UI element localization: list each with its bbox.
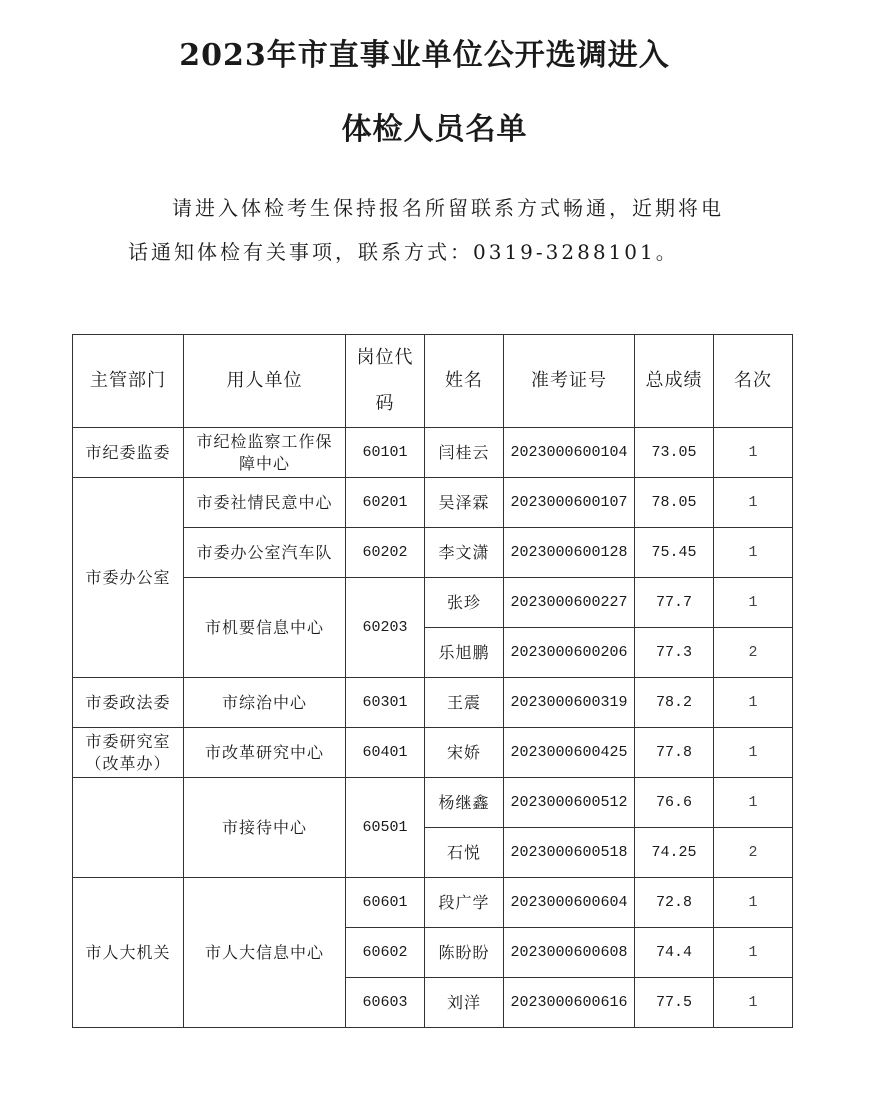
- header-score: 总成绩: [635, 335, 714, 428]
- code-cell: 60201: [346, 478, 425, 528]
- header-code-line2: 码: [375, 393, 395, 414]
- exam-no-cell: 2023000600604: [504, 878, 635, 928]
- exam-no-cell: 2023000600319: [504, 678, 635, 728]
- table-row: [73, 678, 793, 728]
- exam-no-cell: 2023000600512: [504, 778, 635, 828]
- exam-no-cell: 2023000600608: [504, 928, 635, 978]
- header-name: 姓名: [425, 335, 504, 428]
- code-cell: 60601: [346, 878, 425, 928]
- code-cell: 60602: [346, 928, 425, 978]
- code-cell: 60301: [346, 678, 425, 728]
- unit-cell: 市人大信息中心: [184, 878, 346, 1028]
- score-cell: 77.8: [635, 728, 714, 778]
- code-cell: 60401: [346, 728, 425, 778]
- score-cell: 75.45: [635, 528, 714, 578]
- table-row: [73, 478, 793, 528]
- table-row: [73, 428, 793, 478]
- rank-cell: 1: [714, 878, 793, 928]
- document-title-line1: 2023年市直事业单位公开选调进入: [179, 38, 670, 73]
- rank-cell: 2: [714, 628, 793, 678]
- header-unit: 用人单位: [184, 335, 346, 428]
- rank-cell: 1: [714, 528, 793, 578]
- unit-cell: 市机要信息中心: [184, 578, 346, 678]
- dept-cell: 市委政法委: [73, 678, 184, 728]
- unit-cell: 市委办公室汽车队: [184, 528, 346, 578]
- exam-no-cell: 2023000600104: [504, 428, 635, 478]
- rank-cell: 1: [714, 728, 793, 778]
- exam-no-cell: 2023000600425: [504, 728, 635, 778]
- rank-cell: 1: [714, 428, 793, 478]
- dept-cell: 市人大机关: [73, 878, 184, 1028]
- unit-cell: 市改革研究中心: [184, 728, 346, 778]
- score-cell: 74.25: [635, 828, 714, 878]
- name-cell: 张珍: [425, 578, 504, 628]
- exam-no-cell: 2023000600518: [504, 828, 635, 878]
- score-cell: 78.05: [635, 478, 714, 528]
- document-title-line2: 体检人员名单: [341, 112, 528, 147]
- exam-no-cell: 2023000600128: [504, 528, 635, 578]
- rank-cell: 1: [714, 978, 793, 1028]
- score-cell: 73.05: [635, 428, 714, 478]
- score-cell: 76.6: [635, 778, 714, 828]
- unit-cell: 市接待中心: [184, 778, 346, 878]
- dept-cell: 市委研究室（改革办）: [73, 728, 184, 778]
- code-cell: 60203: [346, 578, 425, 678]
- name-cell: 石悦: [425, 828, 504, 878]
- header-exam-no: 准考证号: [504, 335, 635, 428]
- header-dept: 主管部门: [73, 335, 184, 428]
- notice-line2: 话通知体检有关事项，联系方式：0319-3288101。: [128, 240, 679, 264]
- score-cell: 77.5: [635, 978, 714, 1028]
- notice-paragraph: [128, 186, 768, 274]
- rank-cell: 1: [714, 928, 793, 978]
- score-cell: 72.8: [635, 878, 714, 928]
- name-cell: 段广学: [425, 878, 504, 928]
- name-cell: 乐旭鹏: [425, 628, 504, 678]
- score-cell: 77.3: [635, 628, 714, 678]
- name-cell: 王震: [425, 678, 504, 728]
- rank-cell: 1: [714, 578, 793, 628]
- table-row: [73, 728, 793, 778]
- code-cell: 60501: [346, 778, 425, 878]
- name-cell: 刘洋: [425, 978, 504, 1028]
- dept-cell: 市纪委监委: [73, 428, 184, 478]
- header-code: [346, 335, 425, 428]
- exam-no-cell: 2023000600616: [504, 978, 635, 1028]
- exam-no-cell: 2023000600206: [504, 628, 635, 678]
- dept-cell: [73, 778, 184, 878]
- score-cell: 78.2: [635, 678, 714, 728]
- table-header-row: [73, 335, 793, 428]
- candidate-table: [72, 334, 793, 1028]
- name-cell: 闫桂云: [425, 428, 504, 478]
- code-cell: 60101: [346, 428, 425, 478]
- notice-line1: 请进入体检考生保持报名所留联系方式畅通，近期将电: [172, 196, 724, 220]
- dept-cell: 市委办公室: [73, 478, 184, 678]
- header-code-line1: 岗位代: [356, 347, 414, 368]
- header-rank: 名次: [714, 335, 793, 428]
- table-row: [73, 778, 793, 828]
- rank-cell: 1: [714, 778, 793, 828]
- rank-cell: 1: [714, 678, 793, 728]
- code-cell: 60603: [346, 978, 425, 1028]
- unit-cell: 市纪检监察工作保障中心: [184, 428, 346, 478]
- name-cell: 陈盼盼: [425, 928, 504, 978]
- score-cell: 77.7: [635, 578, 714, 628]
- table-row: [73, 878, 793, 928]
- unit-cell: 市委社情民意中心: [184, 478, 346, 528]
- rank-cell: 2: [714, 828, 793, 878]
- name-cell: 杨继鑫: [425, 778, 504, 828]
- name-cell: 宋娇: [425, 728, 504, 778]
- unit-cell: 市综治中心: [184, 678, 346, 728]
- rank-cell: 1: [714, 478, 793, 528]
- exam-no-cell: 2023000600107: [504, 478, 635, 528]
- name-cell: 李文潇: [425, 528, 504, 578]
- name-cell: 吴泽霖: [425, 478, 504, 528]
- code-cell: 60202: [346, 528, 425, 578]
- score-cell: 74.4: [635, 928, 714, 978]
- exam-no-cell: 2023000600227: [504, 578, 635, 628]
